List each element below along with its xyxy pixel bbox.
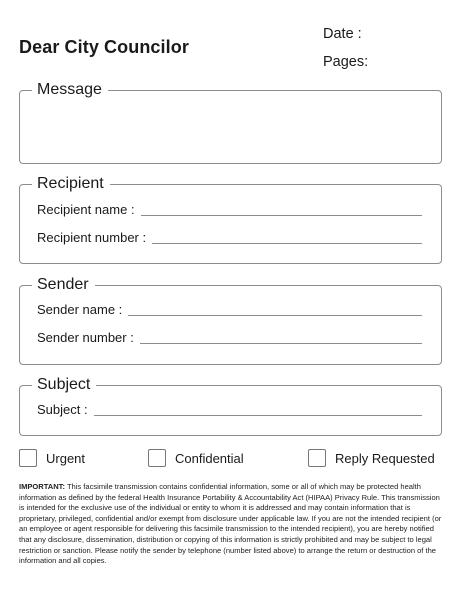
message-section[interactable] [19,81,442,164]
pages-label: Pages: [323,54,369,70]
sender-section [19,276,442,365]
recipient-legend: Recipient [32,174,110,194]
urgent-label: Urgent [46,450,86,466]
sender-number-field[interactable] [37,330,422,346]
sender-legend: Sender [32,275,95,295]
subject-legend: Subject [32,375,96,395]
reply-requested-checkbox[interactable] [308,449,326,467]
notice-body: This facsimile transmission contains confidential information, some or all of which may be protected health information as defined by the federal Health Insurance Portability & Accountability Act (HIPAA) Privacy Rule. This transmission is intended for the exclusive use of the individual or entity to whom it is addressed and may contain information that is proprietary, privileged, confidential and/or exempt from disclosure under applicable law. If you are not the intended recipient (or an employee or agent responsible for delivering this facsimile transmission to the intended recipient), you are hereby notified that any disclosure, dissemination, distribution or copying of this information is strictly prohibited and may be subject to legal restriction or sanction. Please notify the sender by telephone (number listed above) to arrange the return or destruction of the information and all copies. [19,482,442,566]
reply-requested-option[interactable] [308,449,435,467]
confidential-label: Confidential [175,450,244,466]
recipient-section [19,175,442,264]
message-legend: Message [32,80,108,100]
subject-section [19,376,442,436]
recipient-name-line[interactable] [141,215,422,216]
confidential-option[interactable] [148,449,244,467]
notice-heading: IMPORTANT: [19,482,65,491]
date-label: Date : [323,26,362,42]
reply-requested-label: Reply Requested [335,450,435,466]
urgent-checkbox[interactable] [19,449,37,467]
recipient-number-line[interactable] [152,243,422,244]
sender-name-line[interactable] [128,315,422,316]
subject-line[interactable] [94,415,422,416]
confidential-checkbox[interactable] [148,449,166,467]
sender-name-label: Sender name : [37,302,123,317]
recipient-name-field[interactable] [37,202,422,218]
recipient-number-label: Recipient number : [37,230,147,245]
subject-field[interactable] [37,402,422,418]
subject-label: Subject : [37,402,88,417]
sender-name-field[interactable] [37,302,422,318]
recipient-name-label: Recipient name : [37,202,135,217]
checkbox-row [19,449,442,469]
recipient-number-field[interactable] [37,230,422,246]
sender-number-line[interactable] [140,343,422,344]
sender-number-label: Sender number : [37,330,134,345]
confidentiality-notice [19,482,443,567]
page-title: Dear City Councilor [19,37,189,57]
urgent-option[interactable] [19,449,85,467]
